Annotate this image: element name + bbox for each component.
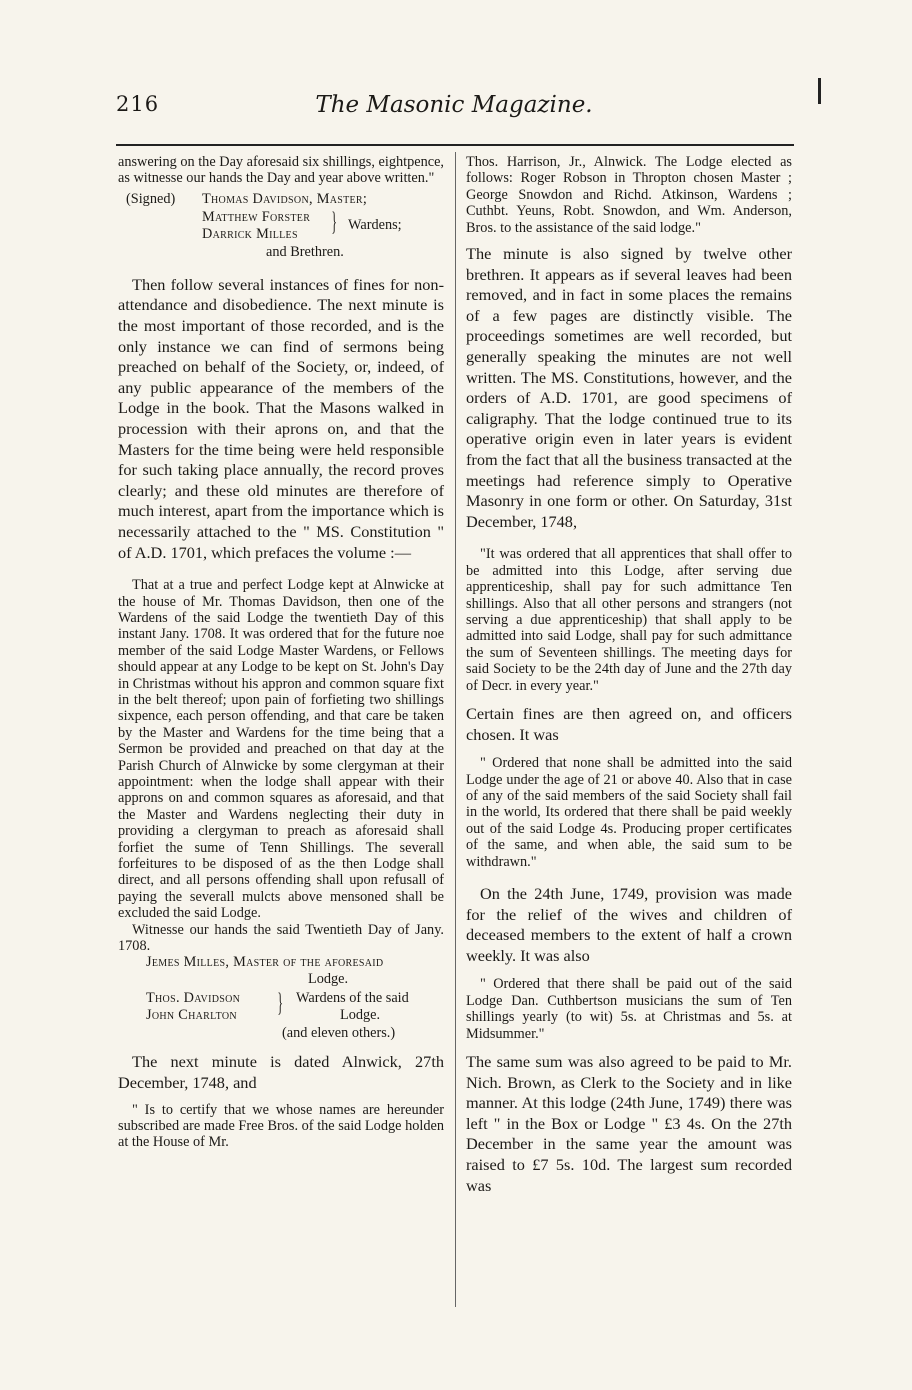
musicians-quote: " Ordered that there shall be paid out of the said Lodge Dan. Cuthbertson musicians the sum of Ten shillings yearly (to wit) 5s. at Christmas and 5s. at Midsummer." (466, 976, 792, 1042)
relief-paragraph: On the 24th June, 1749, provision was made for the relief of the wives and children of deceased members to the extent of half a crown weekly. It was also (466, 884, 792, 965)
brace-glyph: } (331, 206, 338, 236)
signed-label: (Signed) (126, 190, 176, 207)
witness-line: Witnesse our hands the said Twentieth Day of Jany. 1708. (118, 921, 444, 955)
wardens-label: Wardens; (348, 216, 402, 233)
signatory-thos: Thos. Davidson (146, 990, 241, 1007)
next-minute-paragraph: The next minute is dated Alnwick, 27th December, 1748, and (118, 1052, 444, 1093)
others-note: (and eleven others.) (282, 1025, 396, 1042)
admission-age-quote: " Ordered that none shall be admitted into the said Lodge under the age of 21 or above 40. Also that in case of any of the said members of the said Society shall fail in the world, Its ordered that there shall be paid weekly out of the said Lodge 4s. Producing proper certificates of the same, and when able, the said sum to be withdrawn." (466, 755, 792, 870)
signatory-warden-1: Matthew Forster (202, 208, 311, 225)
fines-paragraph: Certain fines are then agreed on, and officers chosen. It was (466, 704, 792, 744)
signature-block (118, 191, 444, 275)
signatory-jemes: Jemes Milles, Master of the aforesaid (146, 954, 384, 971)
signatory-warden-2: Darrick Milles (202, 225, 298, 242)
quoted-minute-end: answering on the Day aforesaid six shillings, eightpence, as witnesse our hands the Day and year above written." (118, 154, 444, 187)
right-column (466, 154, 792, 1196)
commentary-paragraph-2: The minute is also signed by twelve other brethren. It appears as if several leaves had been removed, and in fact in some places the remains of a few pages are distinctly visible. The proceedings sometimes are well recorded, but generally speaking the minutes are not well written. The MS. Constitutions, however, and the orders of A.D. 1701, are good specimens of caligraphy. That the lodge continued true to its operative origin even in later years is evident from the fact that all the business transacted at the meetings had reference simply to Operative Masonry in one form or other. On Saturday, 31st December, 1748, (466, 244, 792, 531)
running-title: The Masonic Magazine. (315, 92, 593, 118)
lodge-order-1708: That at a true and perfect Lodge kept at Alnwicke at the house of Mr. Thomas Davidson, then one of the Wardens of the said Lodge the twentieth Day of this instant Jany. 1708. It was ordered that for the future noe member of the said Lodge Master Wardens, or Fellows should appear at any Lodge to be kept on St. John's Day in Christmas without his appron and common square fixt in the belt thereof; upon pain of forfieting two shillings sixpence, each person offending, and that care be taken by the Master and Wardens for the time being that a Sermon be provided and preached on that day at the Parish Church of Alnwicke by some clergyman at their appointment: when the lodge shall appear with their approns on and common squares as aforesaid, and that the Master and Wardens neglecting their duty in providing a clergyman to preach as aforesaid shall forfiet the sume of Tenn Shillings. The severall forfeitures to be disposed of as the then Lodge shall direct, and all persons offending shall upon refusall of paying the severall mulcts above mensoned shall be excluded the said Lodge. (118, 577, 444, 922)
header-rule (116, 144, 794, 146)
signature-block-1708 (118, 954, 444, 1052)
lodge-label-1: Lodge. (308, 971, 349, 988)
wardens-of-label: Wardens of the said (296, 990, 409, 1007)
lodge-election-quote: Thos. Harrison, Jr., Alnwick. The Lodge elected as follows: Roger Robson in Thropton chosen Master ; George Snowdon and Richd. Atkinson, Wardens ; Cuthbt. Yeuns, Robt. Snowdon, and Wm. Anderson, Bros. to the assistance of the said lodge." (466, 154, 792, 236)
clerk-paragraph: The same sum was also agreed to be paid to Mr. Nich. Brown, as Clerk to the Society and in like manner. At this lodge (24th June, 1749) there was left " in the Box or Lodge " £3 4s. On the 27th December in the same year the amount was raised to £7 5s. 10d. The largest sum recorded was (466, 1052, 792, 1195)
lodge-label-2: Lodge. (340, 1007, 381, 1024)
column-divider (455, 152, 456, 1307)
page-header (116, 92, 792, 128)
signatory-master: Thomas Davidson, Master; (202, 190, 368, 207)
certificate-quote: " Is to certify that we whose names are hereunder subscribed are made Free Bros. of the said Lodge holden at the House of Mr. (118, 1101, 444, 1151)
margin-mark (818, 78, 821, 104)
brace-glyph: } (277, 988, 284, 1018)
page-number: 216 (116, 92, 160, 116)
signatory-john: John Charlton (146, 1007, 237, 1024)
left-column (118, 154, 444, 1151)
commentary-paragraph: Then follow several instances of fines for non-attendance and disobedience. The next minute is the most important of those recorded, and is the only instance we can find of sermons being preached on behalf of the Society, or, indeed, of any public appearance of the members of the Lodge in the book. That the Masons walked in procession with their aprons on, and that the Masters for the time being were held responsible for such taking place annually, the record proves clearly; and these old minutes are therefore of much interest, apart from the importance which is necessarily attached to the " MS. Constitution " of A.D. 1701, which prefaces the volume :— (118, 274, 444, 562)
brethren-label: and Brethren. (266, 243, 344, 260)
apprentices-order-quote: "It was ordered that all apprentices that shall offer to be admitted into this Lodge, after serving due apprenticeship, shall pay for such admittance Ten shillings. Also that all other persons and strangers (not serving a due apprenticeship) that shall apply to be admitted into said Lodge, shall pay for such admittance the sum of Seventeen shillings. The meeting days for said Society to be the 24th day of June and the 27th day of Decr. in every year." (466, 546, 792, 694)
